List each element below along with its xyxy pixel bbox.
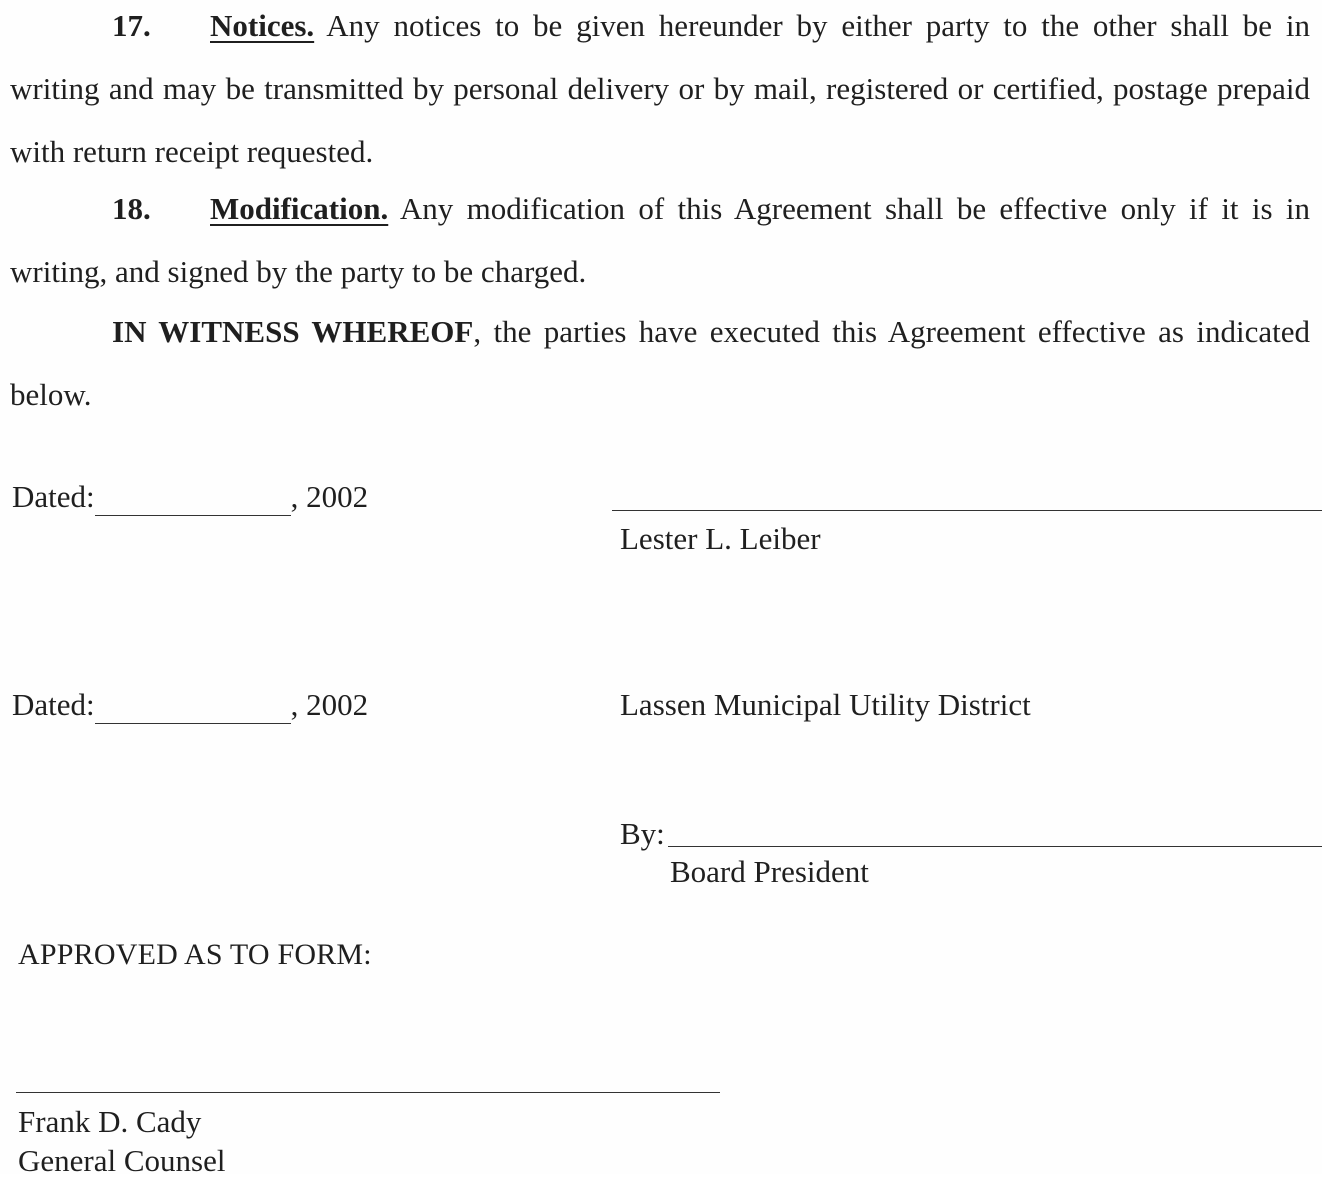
signature-line-1[interactable]: [612, 510, 1322, 511]
signer-name-1: Lester L. Leiber: [620, 521, 821, 556]
dated-line-1: [12, 479, 368, 516]
signer-title-2: Board President: [670, 854, 869, 889]
dated-year-2: , 2002: [290, 687, 369, 722]
dated-year-1: , 2002: [290, 479, 369, 514]
witness-lead: IN WITNESS WHEREOF: [112, 314, 474, 349]
section-18-heading: Modification.: [210, 191, 389, 226]
by-label: By:: [620, 816, 665, 851]
approval-signer-name: Frank D. Cady: [18, 1104, 202, 1139]
dated-label-1: Dated:: [12, 479, 95, 514]
approval-signer-title: General Counsel: [18, 1143, 226, 1178]
witness-body: , the parties have executed this Agreement effective as indicated below.: [10, 314, 1310, 412]
organization-name: Lassen Municipal Utility District: [620, 687, 1031, 722]
section-17-paragraph: [10, 0, 1310, 183]
date-blank-1[interactable]: [95, 479, 291, 516]
date-blank-2[interactable]: [95, 687, 291, 724]
dated-line-2: [12, 687, 368, 724]
dated-label-2: Dated:: [12, 687, 95, 722]
section-18-number: 18.: [112, 191, 151, 226]
section-17-body: Any notices to be given hereunder by either party to the other shall be in writing and may be transmitted by personal delivery or by mail, registered or certified, postage prepaid with return receipt requested.: [10, 8, 1310, 169]
signature-line-2[interactable]: [668, 846, 1322, 847]
section-18-paragraph: [10, 177, 1310, 303]
section-17-number: 17.: [112, 8, 151, 43]
approval-label: APPROVED AS TO FORM:: [18, 938, 372, 971]
section-17-heading: Notices.: [210, 8, 315, 43]
section-18-body: Any modification of this Agreement shall be effective only if it is in writing, and signed by the party to be charged.: [10, 191, 1310, 289]
witness-paragraph: [10, 300, 1310, 426]
approval-signature-line[interactable]: [16, 1092, 720, 1093]
